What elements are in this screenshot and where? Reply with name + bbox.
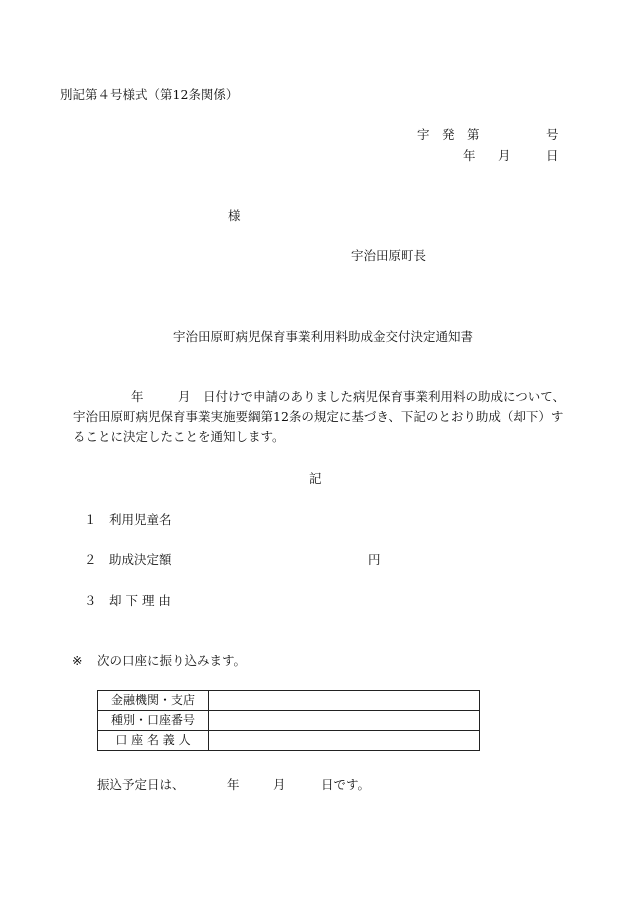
item-1-label: 利用児童名 [109,512,172,527]
issuer: 宇治田原町長 [351,248,427,263]
item-2-num: ２ [84,552,97,567]
body-line2: 宇治田原町病児保育事業実施要綱第12条の規定に基づき、下記のとおり助成（却下）す [73,409,564,424]
body-year: 年 [131,389,144,404]
account-number-label: 種別・口座番号 [98,711,209,731]
account-number-value [209,711,480,731]
recipient-honorific: 様 [228,208,241,223]
body-line1: 日付けで申請のありました病児保育事業利用料の助成について、 [203,389,566,404]
form-header: 別記第４号様式（第12条関係） [60,87,239,102]
body-month: 月 [178,389,191,404]
table-row [98,711,480,731]
doc-date-day: 日 [546,148,559,163]
note-text: 次の口座に振り込みます。 [97,653,247,668]
item-3-label: 却 下 理 由 [109,593,171,608]
transfer-suffix: 日です。 [321,777,371,792]
account-holder-value [209,731,480,751]
body-line3: ることに決定したことを通知します。 [73,429,285,444]
item-2-unit: 円 [368,552,381,567]
document-title: 宇治田原町病児保育事業利用料助成金交付決定通知書 [173,329,474,344]
table-row [98,691,480,711]
item-3-num: ３ [84,593,97,608]
note-mark: ※ [72,653,83,668]
doc-date-month: 月 [498,148,511,163]
doc-number-prefix: 宇 発 第 [417,127,480,142]
item-2-label: 助成決定額 [109,552,172,567]
table-row [98,731,480,751]
item-1-num: １ [84,512,97,527]
account-bank-label: 金融機関・支店 [98,691,209,711]
transfer-prefix: 振込予定日は、 [97,777,185,792]
account-table [97,690,480,751]
ki-heading: 記 [309,471,322,486]
transfer-month: 月 [273,777,286,792]
account-holder-label: 口 座 名 義 人 [98,731,209,751]
doc-number-suffix: 号 [546,127,559,142]
doc-date-year: 年 [463,148,476,163]
account-bank-value [209,691,480,711]
transfer-year: 年 [227,777,240,792]
